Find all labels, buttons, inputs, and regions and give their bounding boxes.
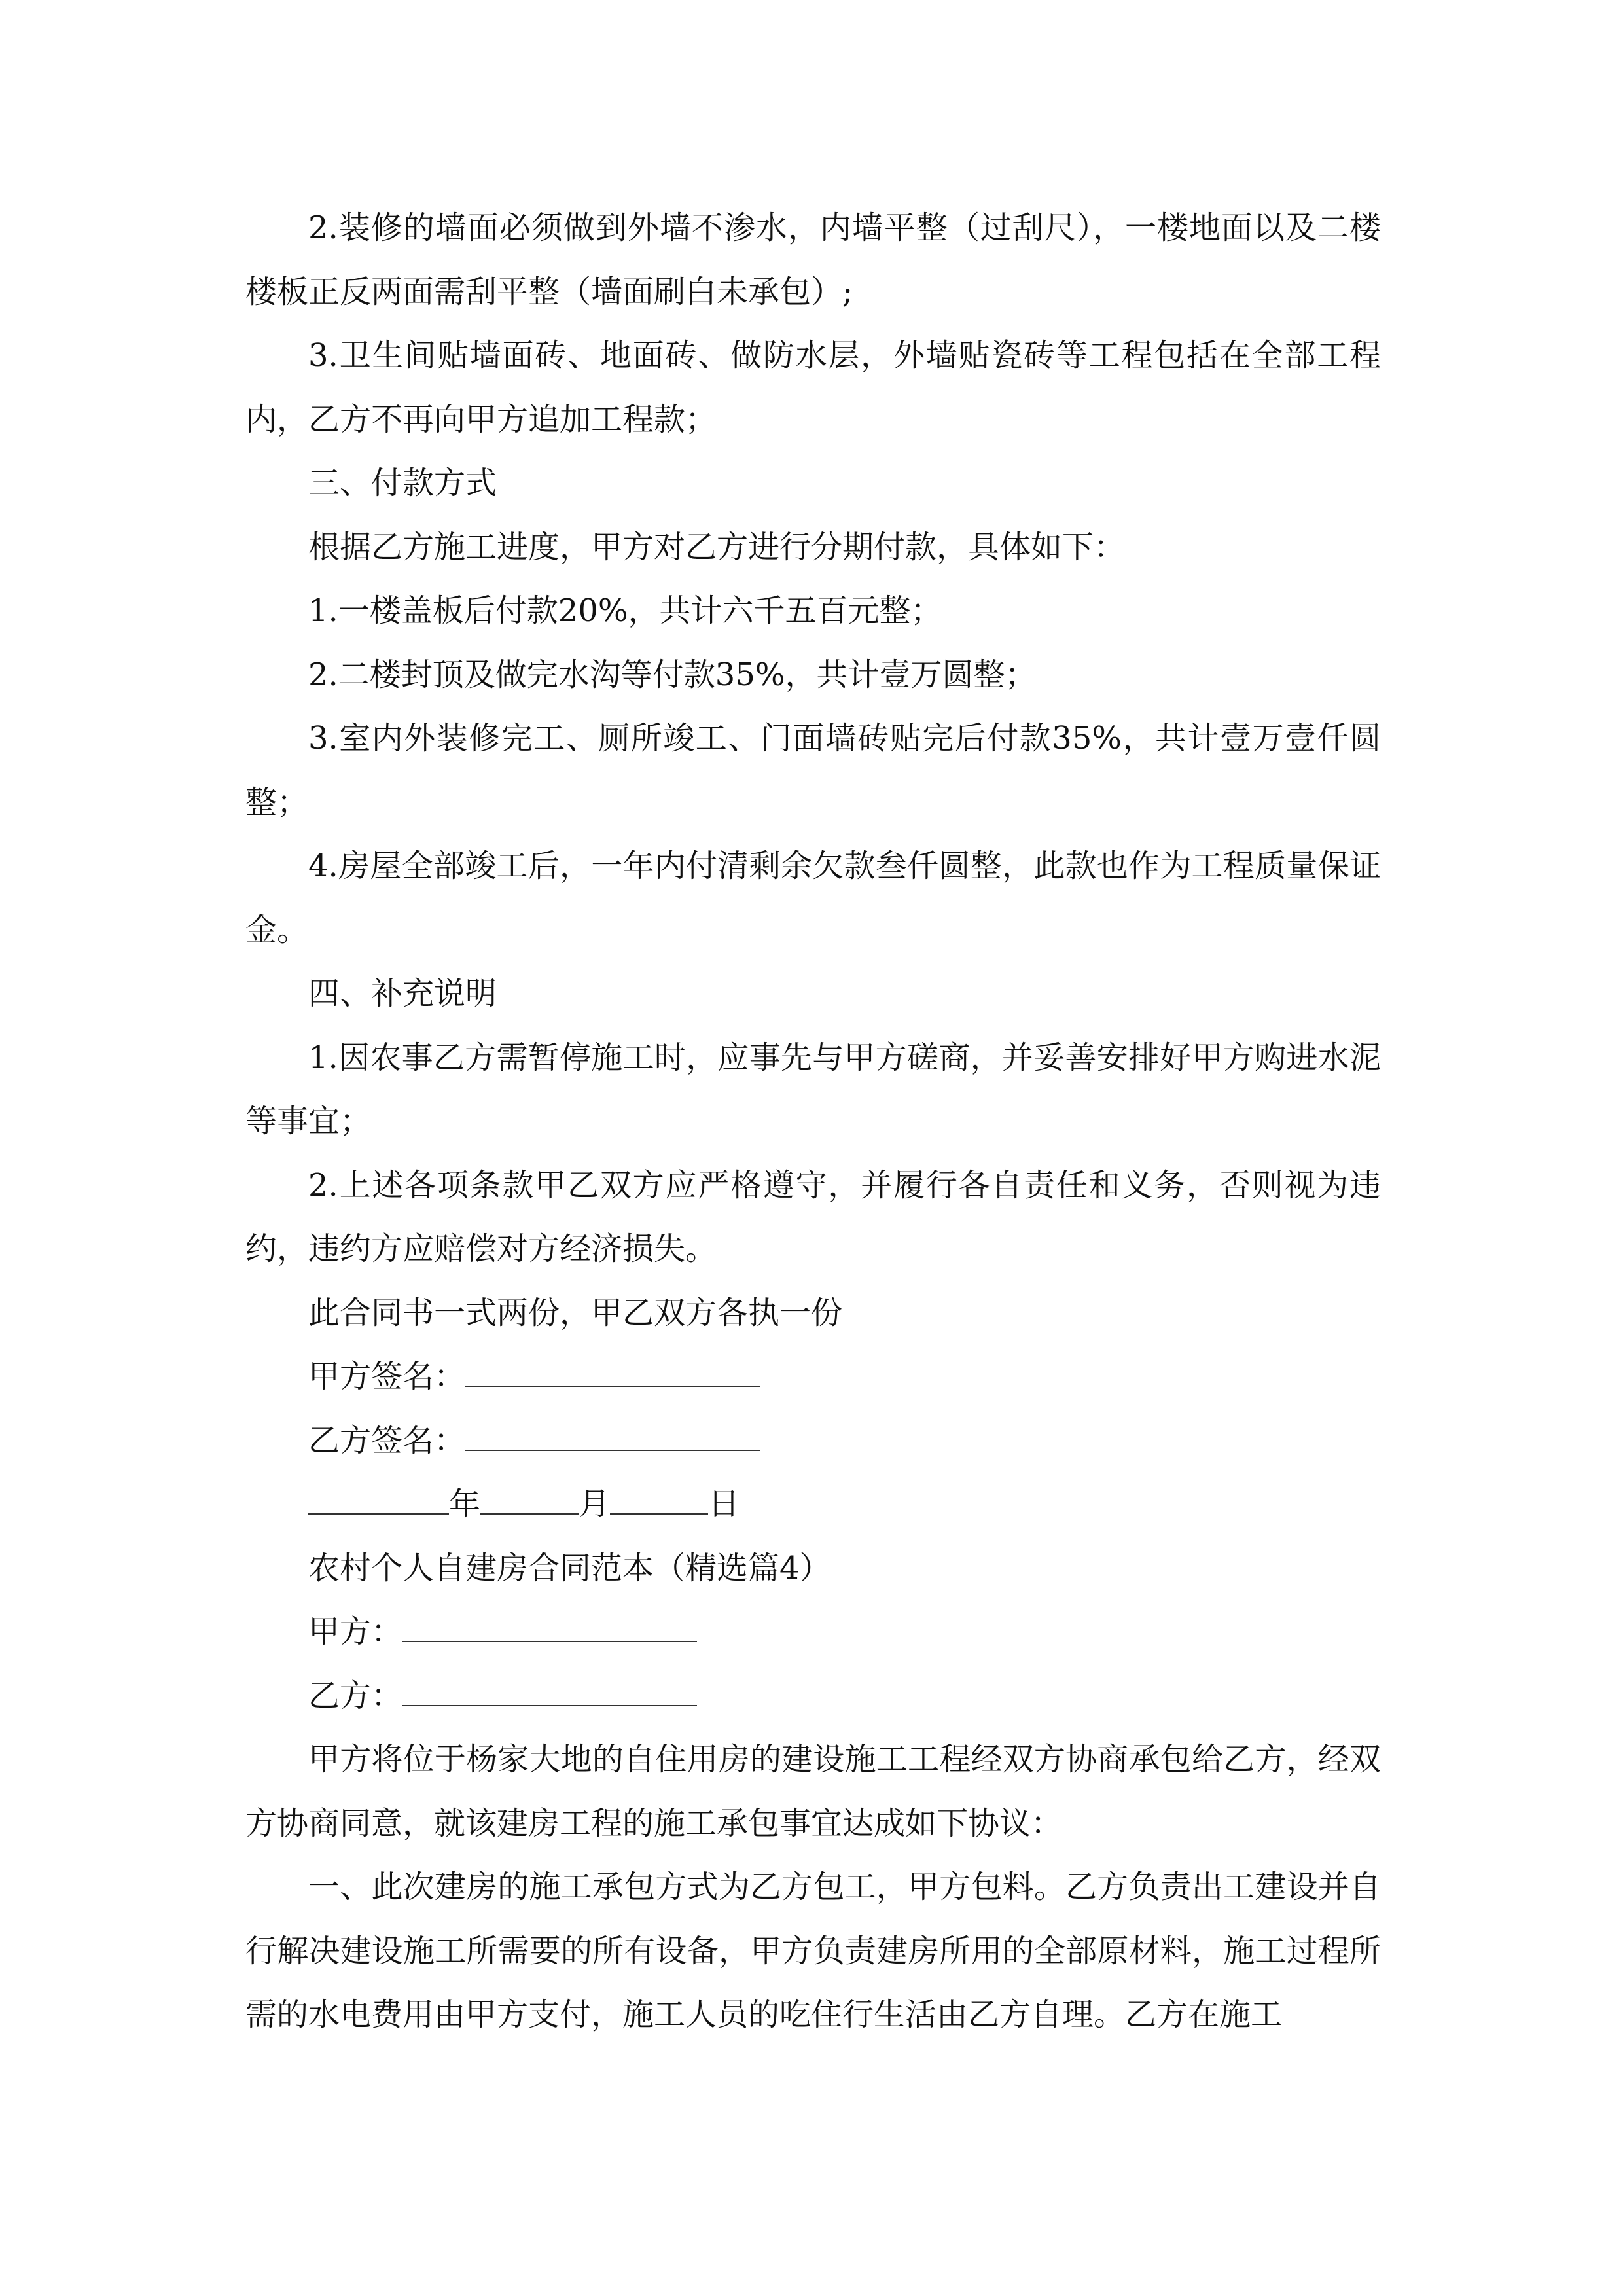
signature-label-party-a: 甲方签名： [308, 1358, 466, 1395]
signature-blank-party-a[interactable] [465, 1359, 760, 1387]
party-b-line [245, 1664, 1381, 1729]
supplement-item-2: 2.上述各项条款甲乙双方应严格遵守，并履行各自责任和义务，否则视为违约，违约方应赔偿对方经济损失。 [245, 1166, 1381, 1267]
date-month-label: 月 [579, 1486, 611, 1522]
party-a-line [245, 1600, 1381, 1664]
date-year-blank[interactable] [308, 1487, 449, 1515]
payment-item-4: 4.房屋全部竣工后，一年内付清剩余欠款叁仟圆整，此款也作为工程质量保证金。 [245, 848, 1381, 948]
date-year-label: 年 [449, 1486, 481, 1522]
payment-item-2: 2.二楼封顶及做完水沟等付款35%，共计壹万圆整； [308, 656, 1037, 693]
party-a-blank[interactable] [402, 1615, 697, 1642]
date-line [245, 1473, 1381, 1537]
section-heading-payment: 三、付款方式 [308, 465, 497, 501]
next-contract-title: 农村个人自建房合同范本（精选篇4） [308, 1549, 831, 1587]
party-b-blank[interactable] [402, 1679, 697, 1706]
payment-intro: 根据乙方施工进度，甲方对乙方进行分期付款，具体如下： [308, 528, 1126, 565]
payment-item-1: 1.一楼盖板后付款20%，共计六千五百元整； [308, 592, 942, 629]
date-month-blank[interactable] [480, 1487, 579, 1515]
paragraph-bathroom-tiles: 3.卫生间贴墙面砖、地面砖、做防水层，外墙贴瓷砖等工程包括在全部工程内，乙方不再向甲方追加工程款； [245, 337, 1381, 438]
signature-line-party-a [245, 1345, 1381, 1409]
signature-blank-party-b[interactable] [465, 1424, 760, 1451]
party-a-label: 甲方： [308, 1613, 403, 1650]
next-contract-intro: 甲方将位于杨家大地的自住用房的建设施工工程经双方协商承包给乙方，经双方协商同意，就该建房工程的施工承包事宜达成如下协议： [245, 1741, 1381, 1842]
signature-line-party-b [245, 1409, 1381, 1473]
supplement-item-1: 1.因农事乙方需暂停施工时，应事先与甲方磋商，并妥善安排好甲方购进水泥等事宜； [245, 1039, 1381, 1139]
document-body [245, 196, 1381, 2047]
copies-note: 此合同书一式两份，甲乙双方各执一份 [308, 1294, 843, 1331]
party-b-label: 乙方： [308, 1677, 403, 1714]
payment-item-3: 3.室内外装修完工、厕所竣工、门面墙砖贴完后付款35%，共计壹万壹仟圆整； [245, 720, 1381, 821]
signature-label-party-b: 乙方签名： [308, 1422, 466, 1459]
date-day-label: 日 [708, 1486, 740, 1522]
paragraph-wall-finish: 2.装修的墙面必须做到外墙不渗水，内墙平整（过刮尺），一楼地面以及二楼楼板正反两面需刮平整（墙面刷白未承包）; [245, 209, 1381, 310]
date-day-blank[interactable] [610, 1487, 708, 1515]
section-heading-supplement: 四、补充说明 [308, 975, 497, 1012]
next-contract-clause-1: 一、此次建房的施工承包方式为乙方包工，甲方包料。乙方负责出工建设并自行解决建设施工所需要的所有设备，甲方负责建房所用的全部原材料，施工过程所需的水电费用由甲方支付，施工人员的吃住行生活由乙方自理。乙方在施工 [245, 1869, 1381, 2033]
